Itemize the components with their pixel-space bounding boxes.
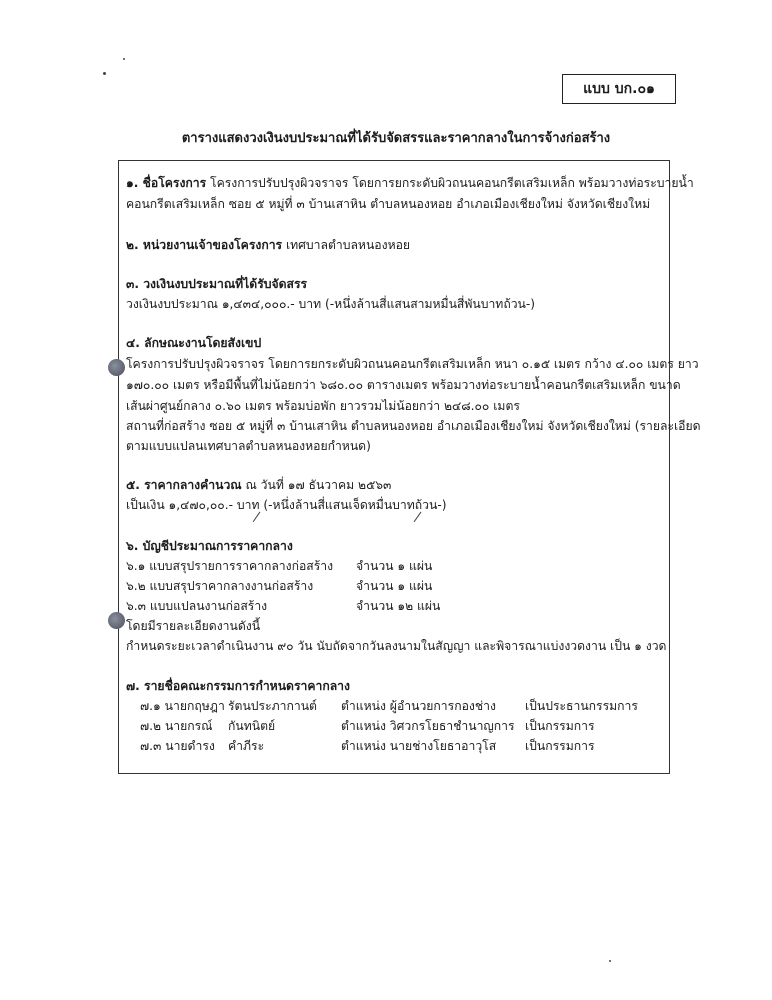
work-description-line-1: โครงการปรับปรุงผิวจราจร โดยการยกระดับผิวถนนคอนกรีตเสริมเหล็ก หนา ๐.๑๕ เมตร กว้าง ๔.๐๐ เมตร ยาว [126, 357, 699, 371]
estimate-item-name: ๖.๓ แบบแปลนงานก่อสร้าง [126, 599, 268, 613]
work-duration: กำหนดระยะเวลาดำเนินงาน ๙๐ วัน นับถัดจากวันลงนามในสัญญา และพิจารณาแบ่งงวดงาน เป็น ๑ งวด [126, 639, 667, 653]
project-name: โครงการปรับปรุงผิวจราจร โดยการยกระดับผิวถนนคอนกรีตเสริมเหล็ก พร้อมวางท่อระบายน้ำ [210, 176, 694, 190]
committee-member-position: ตำแหน่ง นายช่างโยธาอาวุโส [341, 739, 497, 753]
document-title: ตารางแสดงวงเงินงบประมาณที่ได้รับจัดสรรและราคากลางในการจ้างก่อสร้าง [181, 131, 611, 146]
work-description-line-2: ๑๗๐.๐๐ เมตร หรือมีพื้นที่ไม่น้อยกว่า ๖๘๐.๐๐ ตารางเมตร พร้อมวางท่อระบายน้ำคอนกรีตเสริมเหล็ก ขนาด [126, 378, 681, 392]
work-description-line-5: ตามแบบแปลนเทศบาลตำบลหนองหอยกำหนด) [126, 439, 371, 453]
committee-member-name: ๗.๒ นายกรณ์ [140, 719, 213, 733]
project-owner: เทศบาลตำบลหนองหอย [285, 238, 411, 252]
committee-member-position: ตำแหน่ง วิศวกรโยธาชำนาญการ [341, 719, 515, 733]
estimate-item-name: ๖.๒ แบบสรุปราคากลางงานก่อสร้าง [126, 579, 314, 593]
budget-amount: วงเงินงบประมาณ ๑,๔๓๔,๐๐๐.- บาท (-หนึ่งล้านสี่แสนสามหมื่นสี่พันบาทถ้วน-) [126, 297, 536, 311]
section-6-label: ๖. บัญชีประมาณการราคากลาง [126, 539, 293, 553]
punch-hole [108, 612, 125, 629]
estimate-item-qty: จำนวน ๑ แผ่น [356, 559, 433, 573]
scan-speck [609, 960, 611, 962]
scan-speck [123, 58, 125, 60]
section-5 [126, 477, 391, 493]
section-7-label: ๗. รายชื่อคณะกรรมการกำหนดราคากลาง [126, 679, 350, 693]
punch-hole [108, 359, 125, 376]
median-price: เป็นเงิน ๑,๔๗๐,๐๐.- บาท (-หนึ่งล้านสี่แสนเจ็ดหมื่นบาทถ้วน-) [126, 498, 447, 512]
estimate-item-name: ๖.๑ แบบสรุปรายการราคากลางก่อสร้าง [126, 559, 334, 573]
committee-member-surname: กันทนิตย์ [228, 719, 276, 733]
estimate-item-qty: จำนวน ๑ แผ่น [356, 579, 433, 593]
section-2 [126, 237, 410, 253]
detail-intro: โดยมีรายละเอียดงานดังนี้ [126, 619, 261, 633]
committee-member-role: เป็นกรรมการ [525, 719, 595, 733]
section-1-line-1 [126, 175, 694, 191]
committee-member-name: ๗.๑ นายกฤษฎา [140, 699, 225, 713]
scan-speck [103, 72, 106, 75]
committee-member-role: เป็นกรรมการ [525, 739, 595, 753]
form-code-box: แบบ บก.๐๑ [562, 74, 676, 104]
section-1-label: ๑. ชื่อโครงการ [126, 176, 207, 190]
committee-member-role: เป็นประธานกรรมการ [525, 699, 638, 713]
section-3-label: ๓. วงเงินงบประมาณที่ได้รับจัดสรร [126, 277, 308, 291]
work-description-line-3: เส้นผ่าศูนย์กลาง ๐.๖๐ เมตร พร้อมบ่อพัก ยาวรวมไม่น้อยกว่า ๒๔๘.๐๐ เมตร [126, 399, 520, 413]
section-4-label: ๔. ลักษณะงานโดยสังเขป [126, 336, 262, 350]
estimate-item-qty: จำนวน ๑๒ แผ่น [356, 599, 441, 613]
committee-member-name: ๗.๓ นายดำรง [140, 739, 215, 753]
section-2-label: ๒. หน่วยงานเจ้าของโครงการ [126, 238, 283, 252]
committee-member-surname: คำภีระ [228, 739, 265, 753]
section-1-line-2: คอนกรีตเสริมเหล็ก ซอย ๕ หมู่ที่ ๓ บ้านเสาหิน ตำบลหนองหอย อำเภอเมืองเชียงใหม่ จังหวัดเชียงใหม่ [126, 197, 651, 211]
work-description-line-4: สถานที่ก่อสร้าง ซอย ๕ หมู่ที่ ๓ บ้านเสาหิน ตำบลหนองหอย อำเภอเมืองเชียงใหม่ จังหวัดเชียงใหม่ (รายละเอียด [126, 419, 701, 433]
committee-member-surname: รัตนประภากานต์ [228, 699, 317, 713]
price-date: ณ วันที่ ๑๗ ธันวาคม ๒๕๖๓ [245, 478, 392, 492]
section-5-label: ๕. ราคากลางคำนวณ [126, 478, 242, 492]
committee-member-position: ตำแหน่ง ผู้อำนวยการกองช่าง [341, 699, 496, 713]
